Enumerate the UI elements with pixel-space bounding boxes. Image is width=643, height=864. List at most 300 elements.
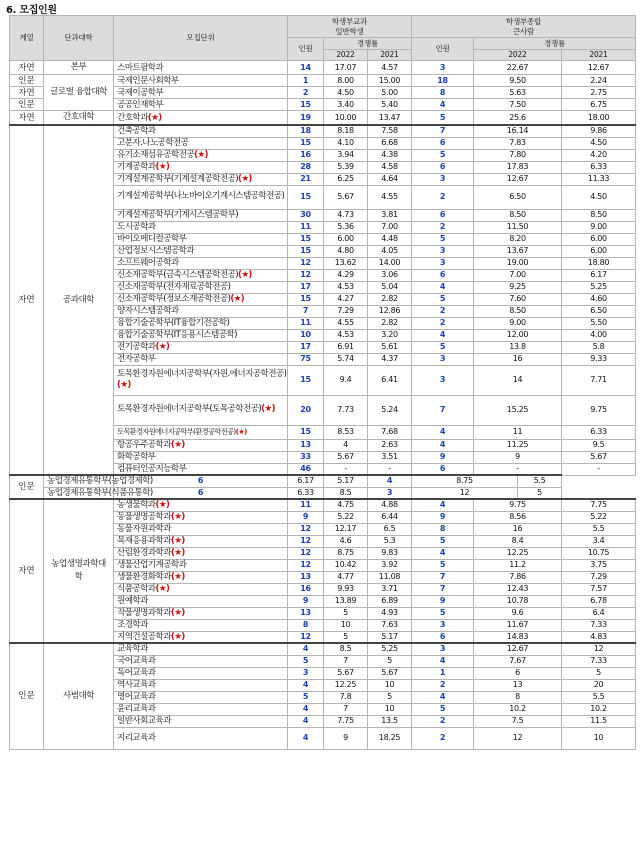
unit-cell — [114, 715, 288, 727]
count-a-cell: 15 — [288, 425, 324, 439]
unit-name: 동물생명공학과 — [117, 512, 171, 522]
rate-2021-a-cell: 7.63 — [368, 619, 412, 631]
unit-cell — [114, 209, 288, 221]
unit-name: 농업경제유통학부(농업경제학) — [47, 476, 153, 487]
count-a-cell: 7 — [288, 305, 324, 317]
rate-2021-a-cell: 13.47 — [368, 111, 412, 126]
count-a-cell: 4 — [288, 643, 324, 655]
rate-2021-b-cell: 11.5 — [562, 715, 636, 727]
unit-cell — [114, 691, 288, 703]
count-b-cell: 7 — [412, 583, 474, 595]
rate-2021-b-cell: 6.4 — [562, 607, 636, 619]
unit-cell — [114, 341, 288, 353]
count-b-cell: 9 — [412, 451, 474, 463]
count-b-cell: 8 — [412, 87, 474, 99]
count-a-cell: 16 — [288, 149, 324, 161]
unit-name: 생물산업기계공학과 — [117, 560, 187, 570]
rate-2022-b-cell: 7.60 — [474, 293, 562, 305]
rate-2021-a-cell: 2.63 — [368, 439, 412, 451]
count-b-cell: 4 — [412, 547, 474, 559]
unit-name: 교육학과 — [117, 644, 148, 655]
header-count-a: 인원 — [288, 38, 324, 61]
rate-2022-a-cell: 8.18 — [324, 125, 368, 137]
count-a-cell: 8 — [288, 619, 324, 631]
count-a-cell: 17 — [288, 341, 324, 353]
rate-2021-b-cell: 9.5 — [562, 439, 636, 451]
rate-2021-b-cell: 10.2 — [562, 703, 636, 715]
rate-2022-a-cell: 8.5 — [324, 643, 368, 655]
rate-2022-a-cell: 7 — [324, 655, 368, 667]
count-b-cell: 3 — [368, 487, 412, 499]
count-b-cell: 4 — [412, 281, 474, 293]
star-mark: (★) — [170, 548, 185, 558]
rate-2022-a-cell: 4 — [324, 439, 368, 451]
count-a-cell: 15 — [288, 137, 324, 149]
rate-2021-b-cell: 12.67 — [562, 61, 636, 75]
header-count-b: 인원 — [412, 38, 474, 61]
unit-cell — [114, 559, 288, 571]
unit-cell — [44, 475, 153, 487]
rate-2022-a-cell: 7.75 — [324, 715, 368, 727]
rate-2021-a-cell: 6.41 — [368, 365, 412, 395]
unit-cell — [114, 535, 288, 547]
rate-2021-a-cell: 2.82 — [368, 317, 412, 329]
unit-name: 토목환경자원에너지공학부(토목공학전공) — [117, 404, 262, 415]
rate-2021-a-cell: 4.58 — [368, 161, 412, 173]
count-a-cell: 30 — [288, 209, 324, 221]
rate-2022-a-cell: 7.73 — [324, 395, 368, 425]
page-title: 6. 모집인원 — [6, 5, 57, 16]
unit-cell — [114, 595, 288, 607]
rate-2022-a-cell: 5.67 — [324, 667, 368, 679]
count-b-cell: 7 — [412, 125, 474, 137]
count-b-cell: 7 — [412, 571, 474, 583]
rate-2022-b-cell: 15.25 — [474, 395, 562, 425]
rate-2021-b-cell: 6.78 — [562, 595, 636, 607]
rate-2021-b-cell: 5 — [518, 487, 562, 499]
rate-2021-a-cell: 8.5 — [324, 487, 368, 499]
college-cell: 간호대학 — [44, 111, 114, 126]
unit-name: 원예학과 — [117, 596, 148, 606]
count-b-cell: 2 — [412, 727, 474, 749]
unit-cell — [114, 511, 288, 523]
college-cell: 본부 — [44, 61, 114, 75]
rate-2022-a-cell: 5 — [324, 631, 368, 643]
header-rate-a: 경쟁률 — [324, 38, 412, 50]
unit-cell — [114, 149, 288, 161]
rate-2022-b-cell: 7.50 — [474, 99, 562, 111]
gyeyeol-cell: 인문 — [10, 75, 44, 87]
rate-2022-b-cell: 9.50 — [474, 75, 562, 87]
count-b-cell: 3 — [412, 245, 474, 257]
header-year-2022-b: 2022 — [474, 50, 562, 61]
unit-name: 전자공학부 — [117, 354, 156, 364]
rate-2021-a-cell: 3.06 — [368, 269, 412, 281]
rate-2021-b-cell: 6.33 — [562, 425, 636, 439]
unit-name: 작물생명과학과 — [117, 608, 171, 618]
unit-cell — [114, 607, 288, 619]
rate-2022-b-cell: 7.86 — [474, 571, 562, 583]
rate-2022-b-cell: 9.25 — [474, 281, 562, 293]
rate-2022-b-cell: 11.50 — [474, 221, 562, 233]
unit-name: 신소재공학부(금속시스템공학전공) — [117, 270, 239, 280]
table-row — [10, 475, 636, 487]
college-cell: 사범대학 — [44, 643, 114, 749]
unit-cell — [114, 571, 288, 583]
count-b-cell: 4 — [412, 99, 474, 111]
star-mark: (★) — [147, 112, 162, 123]
count-b-cell: 6 — [412, 137, 474, 149]
table-row — [10, 643, 636, 655]
rate-2022-b-cell: 7.83 — [474, 137, 562, 149]
rate-2022-a-cell: 5 — [324, 607, 368, 619]
rate-2022-b-cell: 11.25 — [474, 439, 562, 451]
unit-cell — [114, 499, 288, 511]
count-a-cell: 6 — [114, 475, 288, 487]
star-mark: (★) — [170, 440, 185, 450]
unit-name: 화학공학부 — [117, 452, 156, 462]
header-year-2022-a: 2022 — [324, 50, 368, 61]
count-b-cell: 4 — [368, 475, 412, 487]
gyeyeol-cell: 자연 — [10, 111, 44, 126]
count-a-cell: 12 — [288, 523, 324, 535]
rate-2021-b-cell: 9.33 — [562, 353, 636, 365]
count-b-cell: 5 — [412, 341, 474, 353]
rate-2021-a-cell: 5.25 — [368, 643, 412, 655]
rate-2021-a-cell: 13.5 — [368, 715, 412, 727]
rate-2021-b-cell: 5.5 — [518, 475, 562, 487]
unit-cell — [114, 451, 288, 463]
unit-cell — [114, 679, 288, 691]
count-a-cell: 12 — [288, 559, 324, 571]
rate-2021-a-cell: 14.00 — [368, 257, 412, 269]
count-b-cell: 9 — [412, 511, 474, 523]
unit-cell — [114, 293, 288, 305]
unit-name: 토목환경자원에너지공학부(자원.에너지공학전공) — [117, 368, 287, 379]
rate-2021-b-cell: 2.24 — [562, 75, 636, 87]
rate-2022-a-cell: 9.93 — [324, 583, 368, 595]
count-b-cell: 18 — [412, 75, 474, 87]
unit-name: 조경학과 — [117, 620, 148, 630]
rate-2021-b-cell: 3.75 — [562, 559, 636, 571]
rate-2022-b-cell: 16 — [474, 523, 562, 535]
unit-cell — [114, 61, 288, 75]
rate-2021-a-cell: 5.40 — [368, 99, 412, 111]
rate-2021-b-cell: 10 — [562, 727, 636, 749]
count-b-cell: 5 — [412, 233, 474, 245]
unit-name: 지리교육과 — [117, 733, 156, 743]
unit-cell — [114, 619, 288, 631]
rate-2022-a-cell: 4.10 — [324, 137, 368, 149]
rate-2022-a-cell: 4.53 — [324, 329, 368, 341]
rate-2021-a-cell: 3.51 — [368, 451, 412, 463]
star-mark: (★) — [235, 427, 247, 436]
rate-2022-b-cell: 14 — [474, 365, 562, 395]
star-mark: (★) — [117, 380, 131, 390]
count-b-cell: 6 — [412, 161, 474, 173]
rate-2021-a-cell: 5.61 — [368, 341, 412, 353]
rate-2021-a-cell: 15.00 — [368, 75, 412, 87]
rate-2021-b-cell: 4.60 — [562, 293, 636, 305]
count-a-cell: 19 — [288, 111, 324, 126]
rate-2022-a-cell: 5.74 — [324, 353, 368, 365]
unit-cell — [114, 269, 288, 281]
count-a-cell: 5 — [288, 691, 324, 703]
unit-name: 국어교육과 — [117, 656, 156, 666]
unit-name: 독어교육과 — [117, 668, 156, 678]
star-mark: (★) — [170, 572, 185, 582]
rate-2021-a-cell: 7.00 — [368, 221, 412, 233]
rate-2022-a-cell: 6.17 — [288, 475, 324, 487]
rate-2022-a-cell: 4.6 — [324, 535, 368, 547]
rate-2021-a-cell: 5.24 — [368, 395, 412, 425]
unit-name: 항공우주공학과 — [117, 440, 171, 450]
table-row — [10, 75, 636, 87]
gyeyeol-cell: 자연 — [10, 125, 44, 475]
rate-2021-b-cell: 5.50 — [562, 317, 636, 329]
count-b-cell: 5 — [412, 703, 474, 715]
rate-2021-b-cell: 7.33 — [562, 619, 636, 631]
count-b-cell: 5 — [412, 535, 474, 547]
count-a-cell: 15 — [288, 365, 324, 395]
rate-2022-a-cell: 4.80 — [324, 245, 368, 257]
count-b-cell: 2 — [412, 679, 474, 691]
rate-2021-a-cell: 4.48 — [368, 233, 412, 245]
star-mark: (★) — [155, 162, 170, 172]
unit-cell — [114, 87, 288, 99]
unit-name: 영어교육과 — [117, 692, 156, 702]
unit-cell — [114, 75, 288, 87]
unit-cell — [114, 365, 288, 395]
unit-cell — [114, 185, 288, 209]
unit-cell — [114, 425, 288, 439]
count-b-cell: 4 — [412, 329, 474, 341]
rate-2022-a-cell: 5.36 — [324, 221, 368, 233]
count-a-cell: 15 — [288, 293, 324, 305]
count-a-cell: 10 — [288, 329, 324, 341]
unit-cell — [114, 221, 288, 233]
unit-name: 기계설계공학부(기계설계공학전공) — [117, 174, 239, 184]
rate-2021-b-cell: 18.00 — [562, 111, 636, 126]
rate-2022-b-cell: 14.83 — [474, 631, 562, 643]
count-a-cell: 17 — [288, 281, 324, 293]
unit-cell — [114, 463, 288, 475]
rate-2021-a-cell: 4.55 — [368, 185, 412, 209]
star-mark: (★) — [155, 500, 170, 511]
count-b-cell: 2 — [412, 221, 474, 233]
table-row — [10, 111, 636, 126]
count-b-cell: 2 — [412, 305, 474, 317]
unit-name: 신소재공학부(정보소재공학전공) — [117, 294, 231, 304]
unit-name: 컴퓨터인공지능학부 — [117, 463, 187, 474]
rate-2021-b-cell: 8.50 — [562, 209, 636, 221]
header-year-2021-a: 2021 — [368, 50, 412, 61]
rate-2022-b-cell: 11 — [474, 425, 562, 439]
rate-2021-a-cell: 6.44 — [368, 511, 412, 523]
rate-2021-b-cell: 10.75 — [562, 547, 636, 559]
star-mark: (★) — [261, 404, 275, 415]
table-row — [10, 61, 636, 75]
rate-2022-a-cell: 4.29 — [324, 269, 368, 281]
college-cell: 농업생명과학대학 — [44, 499, 114, 643]
rate-2022-b-cell: 7.67 — [474, 655, 562, 667]
count-a-cell: 46 — [288, 463, 324, 475]
count-b-cell: 2 — [412, 715, 474, 727]
rate-2021-a-cell: 5 — [368, 691, 412, 703]
unit-name: 역사교육과 — [117, 680, 156, 690]
unit-cell — [114, 137, 288, 149]
unit-name: 목재응용과학과 — [117, 536, 171, 546]
gyeyeol-cell: 인문 — [10, 475, 44, 499]
college-cell: 글로벌 융합대학 — [44, 75, 114, 111]
unit-cell — [114, 583, 288, 595]
rate-2022-b-cell: 16 — [474, 353, 562, 365]
star-mark: (★) — [155, 584, 170, 594]
rate-2022-b-cell: 7.00 — [474, 269, 562, 281]
count-a-cell: 13 — [288, 439, 324, 451]
rate-2021-a-cell: 3.92 — [368, 559, 412, 571]
header-unit: 모집단위 — [114, 16, 288, 61]
rate-2021-b-cell: - — [562, 463, 636, 475]
rate-2022-a-cell: 6.25 — [324, 173, 368, 185]
table-row — [10, 499, 636, 511]
header-group-a — [288, 16, 412, 38]
rate-2022-a-cell: 10.00 — [324, 111, 368, 126]
rate-2021-b-cell: 9.75 — [562, 395, 636, 425]
rate-2022-a-cell: 7 — [324, 703, 368, 715]
rate-2022-a-cell: 8.00 — [324, 75, 368, 87]
count-a-cell: 33 — [288, 451, 324, 463]
unit-name: 기계공학과 — [117, 162, 156, 172]
unit-cell — [114, 161, 288, 173]
count-a-cell: 15 — [288, 233, 324, 245]
rate-2022-b-cell: 13 — [474, 679, 562, 691]
star-mark: (★) — [170, 631, 185, 642]
unit-name: 유기소재섬유공학전공 — [117, 150, 195, 160]
unit-cell — [114, 395, 288, 425]
unit-name: 국제이공학부 — [117, 87, 164, 98]
unit-name: 윤리교육과 — [117, 704, 156, 714]
rate-2021-a-cell: 4.37 — [368, 353, 412, 365]
rate-2021-a-cell: 10 — [368, 703, 412, 715]
count-b-cell: 5 — [412, 607, 474, 619]
college-cell: 공과대학 — [44, 125, 114, 475]
rate-2022-b-cell: 10.2 — [474, 703, 562, 715]
unit-cell — [114, 703, 288, 715]
rate-2022-a-cell: 8.75 — [324, 547, 368, 559]
rate-2022-a-cell: 7.29 — [324, 305, 368, 317]
rate-2021-a-cell: 2.82 — [368, 293, 412, 305]
unit-name: 신소재공학부(전자재료공학전공) — [117, 282, 231, 292]
rate-2022-b-cell: 12.67 — [474, 173, 562, 185]
rate-2022-b-cell: 8 — [474, 691, 562, 703]
rate-2021-b-cell: 11.33 — [562, 173, 636, 185]
count-b-cell: 2 — [412, 317, 474, 329]
unit-name: 전기공학과 — [117, 342, 156, 352]
unit-cell — [114, 727, 288, 749]
unit-cell — [114, 667, 288, 679]
count-a-cell: 2 — [288, 87, 324, 99]
count-a-cell: 5 — [288, 655, 324, 667]
rate-2021-b-cell: 7.29 — [562, 571, 636, 583]
count-b-cell: 3 — [412, 643, 474, 655]
rate-2021-a-cell: 6.5 — [368, 523, 412, 535]
rate-2021-b-cell: 7.33 — [562, 655, 636, 667]
unit-cell — [114, 125, 288, 137]
unit-cell — [114, 281, 288, 293]
count-b-cell: 5 — [412, 111, 474, 126]
unit-cell — [114, 317, 288, 329]
count-b-cell: 4 — [412, 691, 474, 703]
rate-2021-a-cell: 5.17 — [368, 631, 412, 643]
rate-2022-a-cell: 3.94 — [324, 149, 368, 161]
gyeyeol-cell: 인문 — [10, 99, 44, 111]
unit-cell — [114, 305, 288, 317]
count-a-cell: 4 — [288, 715, 324, 727]
unit-cell — [114, 439, 288, 451]
unit-name: 융합기술공학부(IT융합기전공학) — [117, 318, 230, 328]
rate-2022-b-cell: 7.5 — [474, 715, 562, 727]
rate-2022-a-cell: 4.77 — [324, 571, 368, 583]
rate-2021-b-cell: 7.57 — [562, 583, 636, 595]
rate-2022-b-cell: 8.50 — [474, 209, 562, 221]
table-body — [10, 61, 636, 750]
rate-2022-b-cell: 22.67 — [474, 61, 562, 75]
unit-name: 건축공학과 — [117, 126, 156, 137]
gyeyeol-cell: 자연 — [10, 61, 44, 75]
rate-2021-b-cell: 5.8 — [562, 341, 636, 353]
star-mark: (★) — [238, 270, 252, 280]
rate-2022-b-cell: 12.43 — [474, 583, 562, 595]
rate-2022-b-cell: 9.6 — [474, 607, 562, 619]
rate-2021-a-cell: 5.67 — [368, 667, 412, 679]
rate-2022-b-cell: 16.14 — [474, 125, 562, 137]
unit-name: 바이오메디컬공학부 — [117, 234, 187, 244]
rate-2022-b-cell: 10.78 — [474, 595, 562, 607]
rate-2022-b-cell: 8.50 — [474, 305, 562, 317]
unit-cell — [114, 353, 288, 365]
star-mark: (★) — [170, 536, 185, 546]
rate-2021-b-cell: 12 — [562, 643, 636, 655]
rate-2021-b-cell: 3.4 — [562, 535, 636, 547]
count-b-cell: 5 — [412, 149, 474, 161]
rate-2021-b-cell: 6.17 — [562, 269, 636, 281]
star-mark: (★) — [155, 342, 170, 352]
rate-2022-b-cell: 11.2 — [474, 559, 562, 571]
count-a-cell: 6 — [114, 487, 288, 499]
rate-2022-b-cell: 8.56 — [474, 511, 562, 523]
rate-2021-a-cell: 6.68 — [368, 137, 412, 149]
unit-cell — [114, 631, 288, 643]
count-b-cell: 4 — [412, 499, 474, 511]
count-a-cell: 9 — [288, 511, 324, 523]
rate-2022-a-cell: 4.53 — [324, 281, 368, 293]
unit-cell — [44, 487, 153, 499]
count-b-cell: 4 — [412, 439, 474, 451]
unit-name: 기계설계공학부(나노바이오기계시스템공학전공) — [117, 191, 285, 202]
rate-2021-b-cell: 4.00 — [562, 329, 636, 341]
rate-2022-b-cell: 8.75 — [412, 475, 518, 487]
gyeyeol-cell: 자연 — [10, 499, 44, 643]
rate-2022-b-cell: 6 — [474, 667, 562, 679]
rate-2022-b-cell: 5.63 — [474, 87, 562, 99]
unit-cell — [114, 111, 288, 126]
count-b-cell: 5 — [412, 559, 474, 571]
count-a-cell: 28 — [288, 161, 324, 173]
unit-name: 스마트팜학과 — [117, 62, 164, 73]
rate-2022-b-cell: 13.67 — [474, 245, 562, 257]
rate-2022-a-cell: 10.42 — [324, 559, 368, 571]
